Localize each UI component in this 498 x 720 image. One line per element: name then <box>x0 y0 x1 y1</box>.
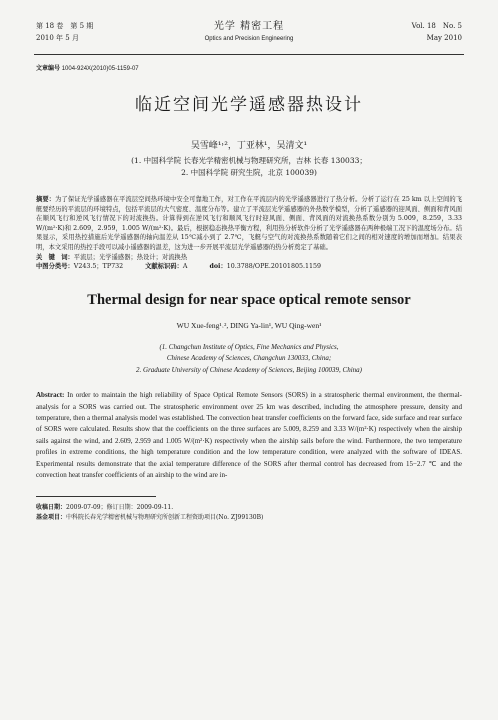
affiliation-en-2: Chinese Academy of Sciences, Changchun 130033, China; <box>166 354 332 363</box>
abstract-en-label: Abstract: <box>36 391 65 400</box>
affiliations-en <box>36 342 462 377</box>
fund-info <box>36 513 462 524</box>
fund-value: 中科院长春光学精密机械与物理研究所创新工程资助项目(No. ZJ99130B) <box>66 514 264 521</box>
doc-code-value: A <box>182 263 188 271</box>
affiliation-en-1: (1. Changchun Institute of Optics, Fine Mechanics and Physics, <box>159 342 339 351</box>
clc-label: 中图分类号： <box>36 263 74 271</box>
received-value: 2009-07-09；修订日期：2009-09-11. <box>66 503 174 511</box>
journal-name <box>146 20 352 44</box>
fund-label: 基金项目： <box>36 514 67 521</box>
running-header <box>36 0 462 54</box>
authors-en: WU Xue-feng¹˒², DING Ya-lin¹, WU Qing-wen¹ <box>176 320 322 330</box>
publish-date: 2010 年 5 月 <box>36 34 79 42</box>
article-number-value: 1004-924X(2010)05-1159-07 <box>61 66 139 72</box>
footnote-rule <box>36 496 156 497</box>
doc-code <box>145 262 187 272</box>
affiliations-cn <box>36 155 462 179</box>
received-label: 收稿日期： <box>36 503 67 511</box>
publish-date-en: May 2010 <box>426 34 462 42</box>
classification-line <box>36 262 462 272</box>
volume-issue: 第 18 卷 第 5 期 <box>36 22 94 30</box>
title-cn: 临近空间光学遥感器热设计 <box>135 95 363 115</box>
affiliation-cn-1: (1. 中国科学院 长春光学精密机械与物理研究所，吉林 长春 130033； <box>131 156 367 165</box>
authors-cn: 吴雪峰¹˒²，丁亚林¹，吴清文¹ <box>190 141 308 151</box>
abstract-en <box>36 390 462 481</box>
volume-issue-en: Vol. 18 No. 5 <box>411 22 462 30</box>
received-date <box>36 503 462 514</box>
abstract-en-text: In order to maintain the high reliability of Space Optical Remote Sensors (SORS) in a stratospheric thermal environment, the thermal-analysis for a SORS was carried out. The stratospheric environment over 25 km was described, including the atmosphere pressure, density and temperature, then a thermal analysis model was established. The convection heat transfer coefficients on the forward face, side surface and rear surface of SORS were calculated. Results show that the coefficients on the three surfaces are 5.009, 8.259 and 3.33 W/(m²·K) respectively when the airship sails against the wind, and 2.609, 2.959 and 1.005 W/(m²·K) respectively when the airship sails before the wind. Furthermore, the two temperature profiles in extreme conditions, the high temperature condition and the low temperature condition, were analyzed with the software of IDEAS. Experimental results demonstrate that the axial temperature difference of the SORS after thermal control has decreased from 15−2.7 ℃ and the convection heat transfer coefficients of an airship to the wind are in- <box>36 391 462 480</box>
doi-label: doi： <box>209 263 227 271</box>
abstract-cn-label: 摘要： <box>36 196 56 203</box>
affiliation-en-3: 2. Graduate University of Chinese Academy of Sciences, Beijing 100039, China) <box>136 365 362 374</box>
header-rule <box>34 54 464 55</box>
issue-info-en <box>352 20 462 44</box>
footnotes <box>36 503 462 524</box>
clc-number <box>36 262 123 272</box>
clc-value: V243.5；TP732 <box>73 263 124 271</box>
journal-name-en: Optics and Precision Engineering <box>204 36 294 42</box>
doc-code-label: 文献标识码： <box>145 263 183 271</box>
doi <box>209 262 321 272</box>
keywords-cn-text: 平流层；光学遥感器；热设计；对流换热 <box>73 253 188 261</box>
article-number <box>36 63 462 72</box>
keywords-cn <box>36 253 462 263</box>
abstract-cn-text: 为了保证光学遥感器在平流层空间热环境中安全可靠地工作，对工作在平流层内的光学遥感器进行了热分析。分析了运行在 25 km 以上空间的飞艇要经历的平流层的环境特点，包括平流层的大气密度、温度分布等。建立了平流层光学遥感器的外热数学模型，分析了遥感器的迎风面、侧面和背风面在顺风飞行和逆风飞行情况下的对流换热。计算得到在逆风飞行和顺风飞行时迎风面、侧面、背风面的对流换热系数分别为 5.009，8.259，3.33 W/(m²·K)和 2.609，2.959，1.005 W/(m²·K)。最后，根据稳态换热平衡方程，利用热分析软件分析了光学遥感器在两种极端工况下的温度场分布。结果显示，采用热控措施后光学遥感器的轴向温差从 15℃减小到了 2.7℃，飞艇与空气的对流换热系数随着它们之间的相对速度的增加而增加。结果表明，本文采用的热控手段可以减小遥感器的温差，这为进一步开展平流层光学遥感器的热分析奠定了基础。 <box>36 196 463 251</box>
journal-name-cn: 光学 精密工程 <box>213 21 285 32</box>
article-number-label: 文章编号 <box>36 66 61 72</box>
keywords-cn-label: 关 键 词： <box>36 253 74 261</box>
title-en: Thermal design for near space optical remote sensor <box>87 291 411 308</box>
doi-value: 10.3788/OPE.20101805.1159 <box>226 263 321 271</box>
abstract-cn <box>36 195 462 253</box>
issue-info <box>36 20 146 44</box>
affiliation-cn-2: 2. 中国科学院 研究生院，北京 100039) <box>181 168 317 177</box>
